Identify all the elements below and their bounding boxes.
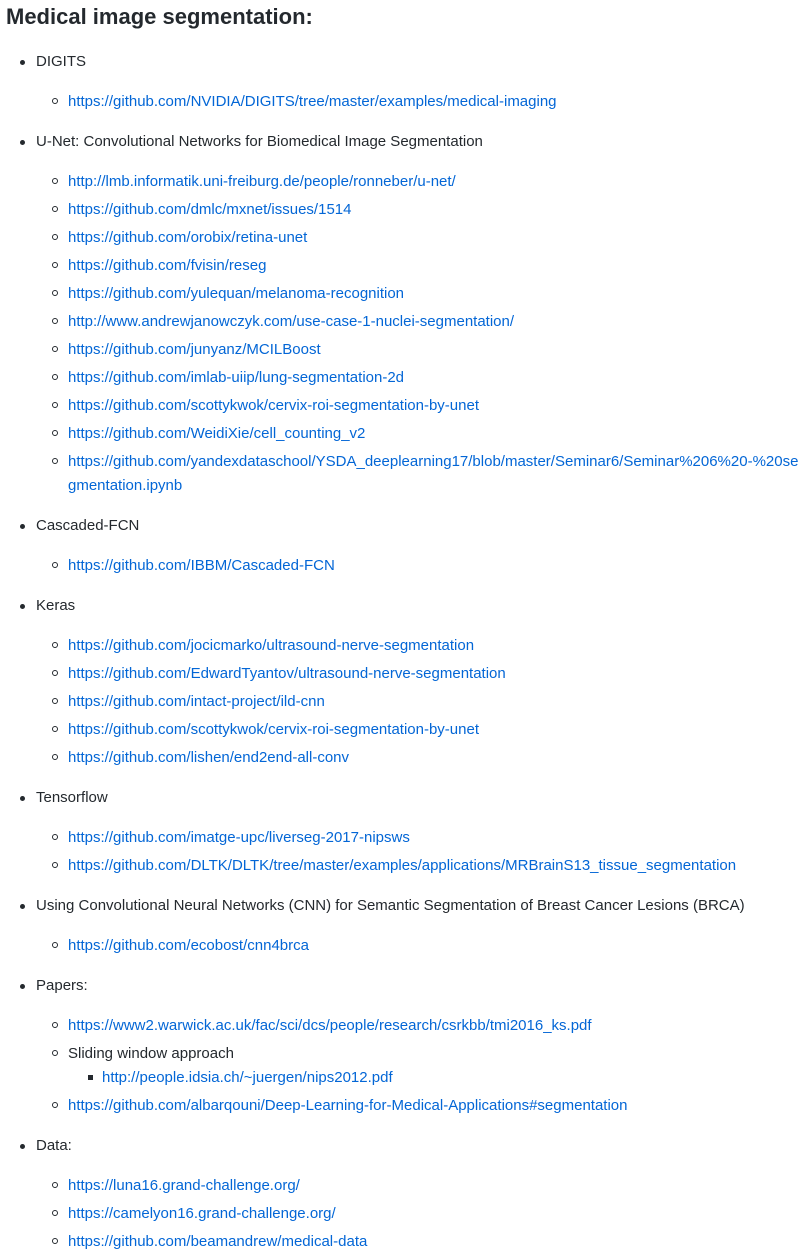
section-label-unet: U-Net: Convolutional Networks for Biomedical Image Segmentation [36, 133, 483, 150]
bullet-circle [52, 1210, 58, 1216]
bullet-circle [52, 942, 58, 948]
link-unet-0[interactable]: http://lmb.informatik.uni-freiburg.de/people/ronneber/u-net/ [68, 173, 456, 190]
bullet-dot [20, 984, 25, 989]
link-papers-sliding[interactable]: http://people.idsia.ch/~juergen/nips2012.pdf [102, 1069, 393, 1086]
link-data-2[interactable]: https://github.com/beamandrew/medical-data [68, 1233, 368, 1250]
bullet-dot [20, 1144, 25, 1149]
bullet-circle [52, 290, 58, 296]
bullet-circle [52, 98, 58, 104]
link-cascaded-0[interactable]: https://github.com/IBBM/Cascaded-FCN [68, 557, 335, 574]
link-tensorflow-0[interactable]: https://github.com/imatge-upc/liverseg-2017-nipsws [68, 829, 410, 846]
bullet-circle [52, 1022, 58, 1028]
link-unet-3[interactable]: https://github.com/fvisin/reseg [68, 257, 267, 274]
bullet-circle [52, 642, 58, 648]
bullet-circle [52, 458, 58, 464]
bullet-dot [20, 604, 25, 609]
bullet-circle [52, 698, 58, 704]
section-label-tensorflow: Tensorflow [36, 789, 108, 806]
sliding-window-label: Sliding window approach [68, 1045, 234, 1062]
link-unet-6[interactable]: https://github.com/junyanz/MCILBoost [68, 341, 321, 358]
bullet-circle [52, 178, 58, 184]
bullet-circle [52, 670, 58, 676]
link-cnn-0[interactable]: https://github.com/ecobost/cnn4brca [68, 937, 309, 954]
bullet-dot [20, 60, 25, 65]
section-label-papers: Papers: [36, 977, 88, 994]
bullet-circle [52, 374, 58, 380]
link-keras-0[interactable]: https://github.com/jocicmarko/ultrasound-nerve-segmentation [68, 637, 475, 654]
bullet-circle [52, 726, 58, 732]
bullet-circle [52, 318, 58, 324]
link-unet-7[interactable]: https://github.com/imlab-uiip/lung-segmentation-2d [68, 369, 405, 386]
link-unet-1[interactable]: https://github.com/dmlc/mxnet/issues/1514 [68, 201, 352, 218]
section-label-data: Data: [36, 1137, 72, 1154]
bullet-circle [52, 562, 58, 568]
link-papers-albarqouni[interactable]: https://github.com/albarqouni/Deep-Learning-for-Medical-Applications#segmentation [68, 1097, 628, 1114]
link-keras-4[interactable]: https://github.com/lishen/end2end-all-conv [68, 749, 350, 766]
bullet-circle [52, 1182, 58, 1188]
bullet-circle [52, 262, 58, 268]
bullet-circle [52, 234, 58, 240]
bullet-dot [20, 140, 25, 145]
link-keras-3[interactable]: https://github.com/scottykwok/cervix-roi-segmentation-by-unet [68, 721, 479, 738]
link-keras-1[interactable]: https://github.com/EdwardTyantov/ultrasound-nerve-segmentation [68, 665, 506, 682]
bullet-circle [52, 1102, 58, 1108]
bullet-circle [52, 754, 58, 760]
link-keras-2[interactable]: https://github.com/intact-project/ild-cnn [68, 693, 325, 710]
section-label-digits: DIGITS [36, 53, 87, 70]
bullet-dot [20, 796, 25, 801]
link-digits-0[interactable]: https://github.com/NVIDIA/DIGITS/tree/master/examples/medical-imaging [68, 93, 557, 110]
bullet-circle [52, 206, 58, 212]
bullet-dot [20, 524, 25, 529]
section-label-cascaded: Cascaded-FCN [36, 517, 140, 534]
link-unet-10[interactable]: https://github.com/yandexdataschool/YSDA_deeplearning17/blob/master/Seminar6/Seminar%206%20-%20segmentation.ipynb [68, 453, 799, 494]
page-title: Medical image segmentation: [6, 4, 313, 29]
link-unet-4[interactable]: https://github.com/yulequan/melanoma-recognition [68, 285, 405, 302]
section-label-cnn: Using Convolutional Neural Networks (CNN) for Semantic Segmentation of Breast Cancer Lesions (BRCA) [36, 897, 745, 914]
bullet-circle [52, 402, 58, 408]
link-tensorflow-1[interactable]: https://github.com/DLTK/DLTK/tree/master/examples/applications/MRBrainS13_tissue_segmentation [68, 857, 737, 874]
bullet-circle [52, 1238, 58, 1244]
link-unet-9[interactable]: https://github.com/WeidiXie/cell_counting_v2 [68, 425, 366, 442]
bullet-circle [52, 346, 58, 352]
bullet-circle [52, 430, 58, 436]
link-unet-8[interactable]: https://github.com/scottykwok/cervix-roi-segmentation-by-unet [68, 397, 479, 414]
bullet-circle [52, 862, 58, 868]
link-data-1[interactable]: https://camelyon16.grand-challenge.org/ [68, 1205, 336, 1222]
link-papers-warwick[interactable]: https://www2.warwick.ac.uk/fac/sci/dcs/people/research/csrkbb/tmi2016_ks.pdf [68, 1017, 592, 1034]
link-unet-2[interactable]: https://github.com/orobix/retina-unet [68, 229, 308, 246]
bullet-square [88, 1075, 93, 1080]
bullet-circle [52, 1050, 58, 1056]
bullet-circle [52, 834, 58, 840]
link-unet-5[interactable]: http://www.andrewjanowczyk.com/use-case-1-nuclei-segmentation/ [68, 313, 515, 330]
link-data-0[interactable]: https://luna16.grand-challenge.org/ [68, 1177, 300, 1194]
bullet-dot [20, 904, 25, 909]
section-label-keras: Keras [36, 597, 76, 614]
